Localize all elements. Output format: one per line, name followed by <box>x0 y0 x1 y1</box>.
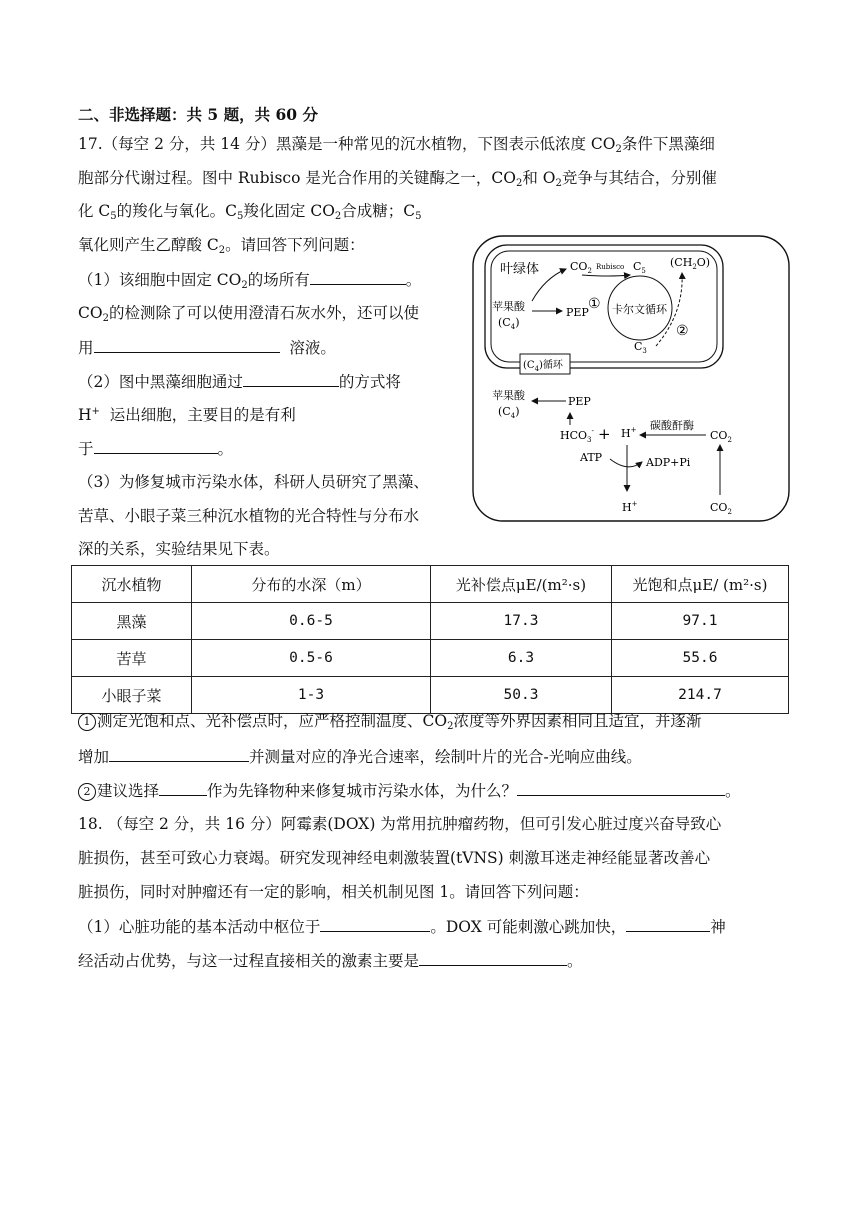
sub: 5 <box>110 211 117 222</box>
data-table <box>71 565 789 714</box>
answer-blank[interactable] <box>94 336 280 353</box>
table-header: 分布的水深（m） <box>192 566 431 603</box>
table-row <box>72 603 789 640</box>
answer-blank[interactable] <box>159 779 207 796</box>
adp-label: ADP+Pi <box>646 456 691 469</box>
table-header: 沉水植物 <box>72 566 192 603</box>
table-cell: 0.5-6 <box>192 640 431 677</box>
q17-part3-line2: 苦草、小眼子菜三种沉水植物的光合特性与分布水 <box>78 507 420 525</box>
q17-part2-line1 <box>78 370 401 393</box>
co2-label: $CO_2$ <box>570 260 592 275</box>
sub: 2 <box>555 178 562 189</box>
answer-blank[interactable] <box>320 915 430 932</box>
text: 。 <box>725 782 741 800</box>
sub: 2 <box>615 144 622 155</box>
rubisco-label: Rubisco <box>596 263 625 271</box>
table-cell: 214.7 <box>612 677 789 714</box>
arrow-atp-to-adp <box>610 459 642 467</box>
answer-blank[interactable] <box>310 268 406 285</box>
q17-line-3 <box>78 200 422 222</box>
sub: 2 <box>241 280 248 291</box>
q17-sub1-line1 <box>78 710 701 732</box>
text: 化 C <box>78 202 111 220</box>
sub: 2 <box>218 245 226 256</box>
table-header-row <box>72 566 789 603</box>
text: CO <box>78 304 103 322</box>
text: 于 <box>78 440 94 458</box>
text: 合成糖；C <box>341 202 416 220</box>
q17-part1-line1 <box>78 268 421 291</box>
sub: 5 <box>237 211 244 222</box>
text: 的检测除了可以使用澄清石灰水外，还可以使 <box>108 304 419 322</box>
text: （1）该细胞中固定 CO <box>78 271 242 289</box>
table-cell: 50.3 <box>431 677 612 714</box>
q17-part1-line3 <box>78 336 336 359</box>
chloroplast-label: 叶绿体 <box>500 262 540 277</box>
text: 神 <box>710 918 726 936</box>
atp-label: ATP <box>580 451 603 464</box>
sub: 2 <box>447 721 454 732</box>
text: 。 <box>217 440 234 458</box>
table-row <box>72 640 789 677</box>
text: 。 <box>567 952 583 970</box>
table-cell: 1-3 <box>192 677 431 714</box>
text: 测定光饱和点、光补偿点时，应严格控制温度、CO <box>97 712 448 730</box>
q17-part2-line3 <box>78 437 233 460</box>
sup: + <box>91 406 100 417</box>
sub: 2 <box>515 178 523 189</box>
text: （2）图中黑藻细胞通过 <box>78 373 243 391</box>
malate-label: 苹果酸 <box>492 300 525 313</box>
c5-label: $C_5$ <box>633 260 646 275</box>
text: 和 O <box>522 169 556 187</box>
cell-outline <box>473 236 789 521</box>
answer-blank[interactable] <box>109 745 249 762</box>
table-cell: 55.6 <box>612 640 789 677</box>
text: 。 <box>405 271 422 289</box>
text: （1）心脏功能的基本活动中枢位于 <box>78 918 321 936</box>
text: 增加 <box>78 748 110 766</box>
table-cell: 苦草 <box>72 640 192 677</box>
co2-label-2: $CO_2$ <box>710 429 732 444</box>
answer-blank[interactable] <box>517 779 725 796</box>
q17-line-4 <box>78 234 365 256</box>
step-1-marker: ① <box>588 296 601 312</box>
q18-line-3: 脏损伤，同时对肿瘤还有一定的影响，相关机制见图 1。请回答下列问题： <box>78 883 589 901</box>
text: 用 <box>78 339 94 357</box>
pep-label: PEP <box>566 306 589 319</box>
text: 运出细胞，主要目的是有利 <box>109 406 296 424</box>
answer-blank[interactable] <box>626 915 710 932</box>
photosynthesis-diagram <box>470 233 792 524</box>
table-cell: 黑藻 <box>72 603 192 640</box>
malate-label-2: 苹果酸 <box>492 389 525 402</box>
text: 的方式将 <box>338 373 401 391</box>
table-header: 光补偿点μE/(m²·s) <box>431 566 612 603</box>
ch2o-label: $(CH_2O)$ <box>670 256 711 271</box>
text: 的场所有 <box>247 271 310 289</box>
text: H <box>78 406 92 424</box>
calvin-label: 卡尔文循环 <box>612 303 667 316</box>
text: 竞争与其结合，分别催 <box>561 169 717 187</box>
arrow-co2-to-c5 <box>582 275 630 276</box>
text: 建议选择 <box>97 782 160 800</box>
marker-1: 1 <box>78 713 96 731</box>
h-label: H+ <box>621 426 637 440</box>
q17-line-2 <box>78 167 717 189</box>
table-cell: 97.1 <box>612 603 789 640</box>
table-cell: 0.6-5 <box>192 603 431 640</box>
c4-label-2: $(C_4)$ <box>498 405 520 420</box>
q17-part3-line1: （3）为修复城市污染水体，科研人员研究了黑藻、 <box>78 473 429 491</box>
q17-part2-line2 <box>78 404 296 426</box>
text: 的羧化与氧化。C <box>116 202 238 220</box>
answer-blank[interactable] <box>419 949 567 966</box>
text: 17.（每空 2 分，共 14 分）黑藻是一种常见的沉水植物，下图表示低浓度 CO <box>78 135 616 153</box>
hco3-label: $HCO_3^-$ <box>560 427 594 444</box>
co2-out-label: $CO_2$ <box>710 501 732 516</box>
q18-line-2: 脏损伤，甚至可致心力衰竭。研究发现神经电刺激装置(tVNS) 刺激耳迷走神经能显著改善心 <box>78 849 711 867</box>
h-out-label: H+ <box>622 500 638 514</box>
text: 。请回答下列问题： <box>225 236 365 254</box>
q17-sub1-line2 <box>78 745 642 768</box>
sub: 2 <box>334 211 342 222</box>
answer-blank[interactable] <box>94 437 218 454</box>
table-cell: 17.3 <box>431 603 612 640</box>
text: 作为先锋物种来修复城市污染水体，为什么？ <box>207 782 518 800</box>
q18-part1-line1 <box>78 915 726 938</box>
step-2-marker: ② <box>676 323 689 339</box>
q17-part1-line2 <box>78 302 419 324</box>
q17-part3-line3: 深的关系，实验结果见下表。 <box>78 540 280 558</box>
text: 氧化则产生乙醇酸 C <box>78 236 219 254</box>
table-cell: 6.3 <box>431 640 612 677</box>
plus-sign: + <box>598 425 611 443</box>
text: 条件下黑藻细 <box>621 135 715 153</box>
section-title: 二、非选择题：共 5 题，共 60 分 <box>78 105 318 124</box>
text: 溶液。 <box>289 339 336 357</box>
c4-label: $(C_4)$ <box>498 316 520 331</box>
text: 羧化固定 CO <box>243 202 335 220</box>
answer-blank[interactable] <box>243 370 339 387</box>
sub: 2 <box>102 313 109 324</box>
q17-sub2-line1 <box>78 779 741 802</box>
table-cell: 小眼子菜 <box>72 677 192 714</box>
text: 浓度等外界因素相同且适宜，并逐渐 <box>453 712 702 730</box>
c3-label: $C_3$ <box>634 340 647 355</box>
q17-line-1 <box>78 133 715 155</box>
c4-cycle-label: $(C_4)$循环 <box>523 360 563 373</box>
table-header: 光饱和点μE/ (m²·s) <box>612 566 789 603</box>
text: 并测量对应的净光合速率，绘制叶片的光合-光响应曲线。 <box>249 748 642 766</box>
table-row <box>72 677 789 714</box>
q18-part1-line2 <box>78 949 583 972</box>
text: 胞部分代谢过程。图中 Rubisco 是光合作用的关键酶之一，CO <box>78 169 516 187</box>
enzyme-label: 碳酸酐酶 <box>650 419 694 432</box>
text: 经活动占优势，与这一过程直接相关的激素主要是 <box>78 952 420 970</box>
text: 。DOX 可能刺激心跳加快， <box>430 918 627 936</box>
marker-2: 2 <box>78 783 96 801</box>
pep-label-2: PEP <box>568 395 591 408</box>
q18-line-1: 18. （每空 2 分，共 16 分）阿霉素(DOX) 为常用抗肿瘤药物，但可引发心脏过度兴奋导致心 <box>78 815 722 833</box>
sub: 5 <box>415 211 422 222</box>
